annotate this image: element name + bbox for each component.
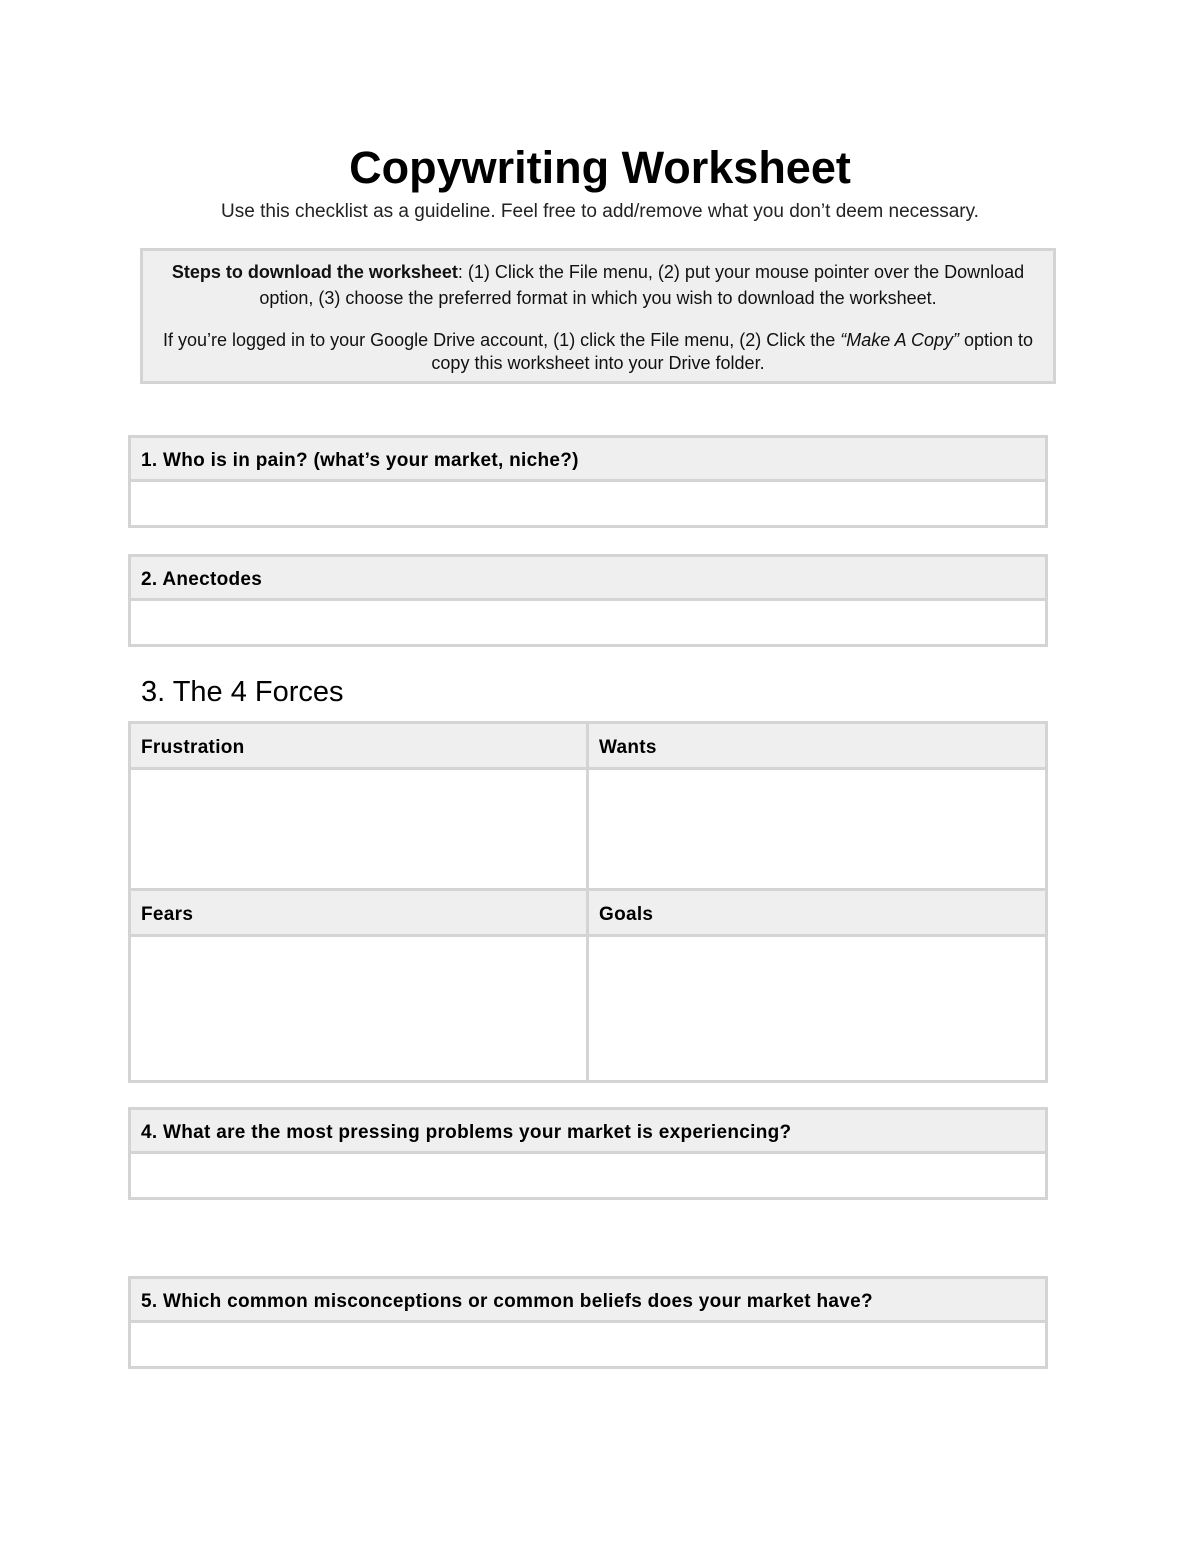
four-forces-heading: 3. The 4 Forces [141, 676, 344, 708]
question-5-table [128, 1276, 1048, 1369]
question-1-answer-field[interactable] [131, 482, 1045, 525]
download-steps-text: : (1) Click the File menu, (2) put your mouse pointer over the Download option, (3) choose the preferred format in which you wish to download the worksheet. [259, 262, 1025, 308]
question-2-table [128, 554, 1048, 647]
question-1-table [128, 435, 1048, 528]
download-instructions-box [140, 248, 1056, 384]
goals-answer-field[interactable] [589, 937, 1045, 1080]
download-steps-paragraph [161, 259, 1035, 311]
wants-header: Wants [589, 724, 1045, 770]
page-subtitle: Use this checklist as a guideline. Feel free to add/remove what you don’t deem necessary. [221, 201, 979, 222]
frustration-answer-field[interactable] [131, 770, 589, 891]
wants-answer-field[interactable] [589, 770, 1045, 891]
fears-answer-field[interactable] [131, 937, 589, 1080]
question-4-header: 4. What are the most pressing problems your market is experiencing? [131, 1110, 1045, 1154]
four-forces-table [128, 721, 1048, 1083]
fears-header: Fears [131, 891, 589, 937]
make-a-copy-label: “Make A Copy” [840, 330, 959, 350]
goals-header: Goals [589, 891, 1045, 937]
question-2-header: 2. Anectodes [131, 557, 1045, 601]
question-4-table [128, 1107, 1048, 1200]
question-2-answer-field[interactable] [131, 601, 1045, 644]
drive-copy-text-start: If you’re logged in to your Google Drive account, (1) click the File menu, (2) Click the [162, 330, 841, 350]
question-5-answer-field[interactable] [131, 1323, 1045, 1366]
question-5-header: 5. Which common misconceptions or common beliefs does your market have? [131, 1279, 1045, 1323]
frustration-header: Frustration [131, 724, 589, 770]
drive-copy-paragraph [161, 329, 1035, 375]
question-1-header: 1. Who is in pain? (what’s your market, niche?) [131, 438, 1045, 482]
page-title: Copywriting Worksheet [349, 142, 851, 193]
question-4-answer-field[interactable] [131, 1154, 1045, 1197]
drive-copy-text-end: option to copy this worksheet into your Drive folder. [431, 330, 1034, 373]
download-steps-label: Steps to download the worksheet [171, 262, 458, 282]
